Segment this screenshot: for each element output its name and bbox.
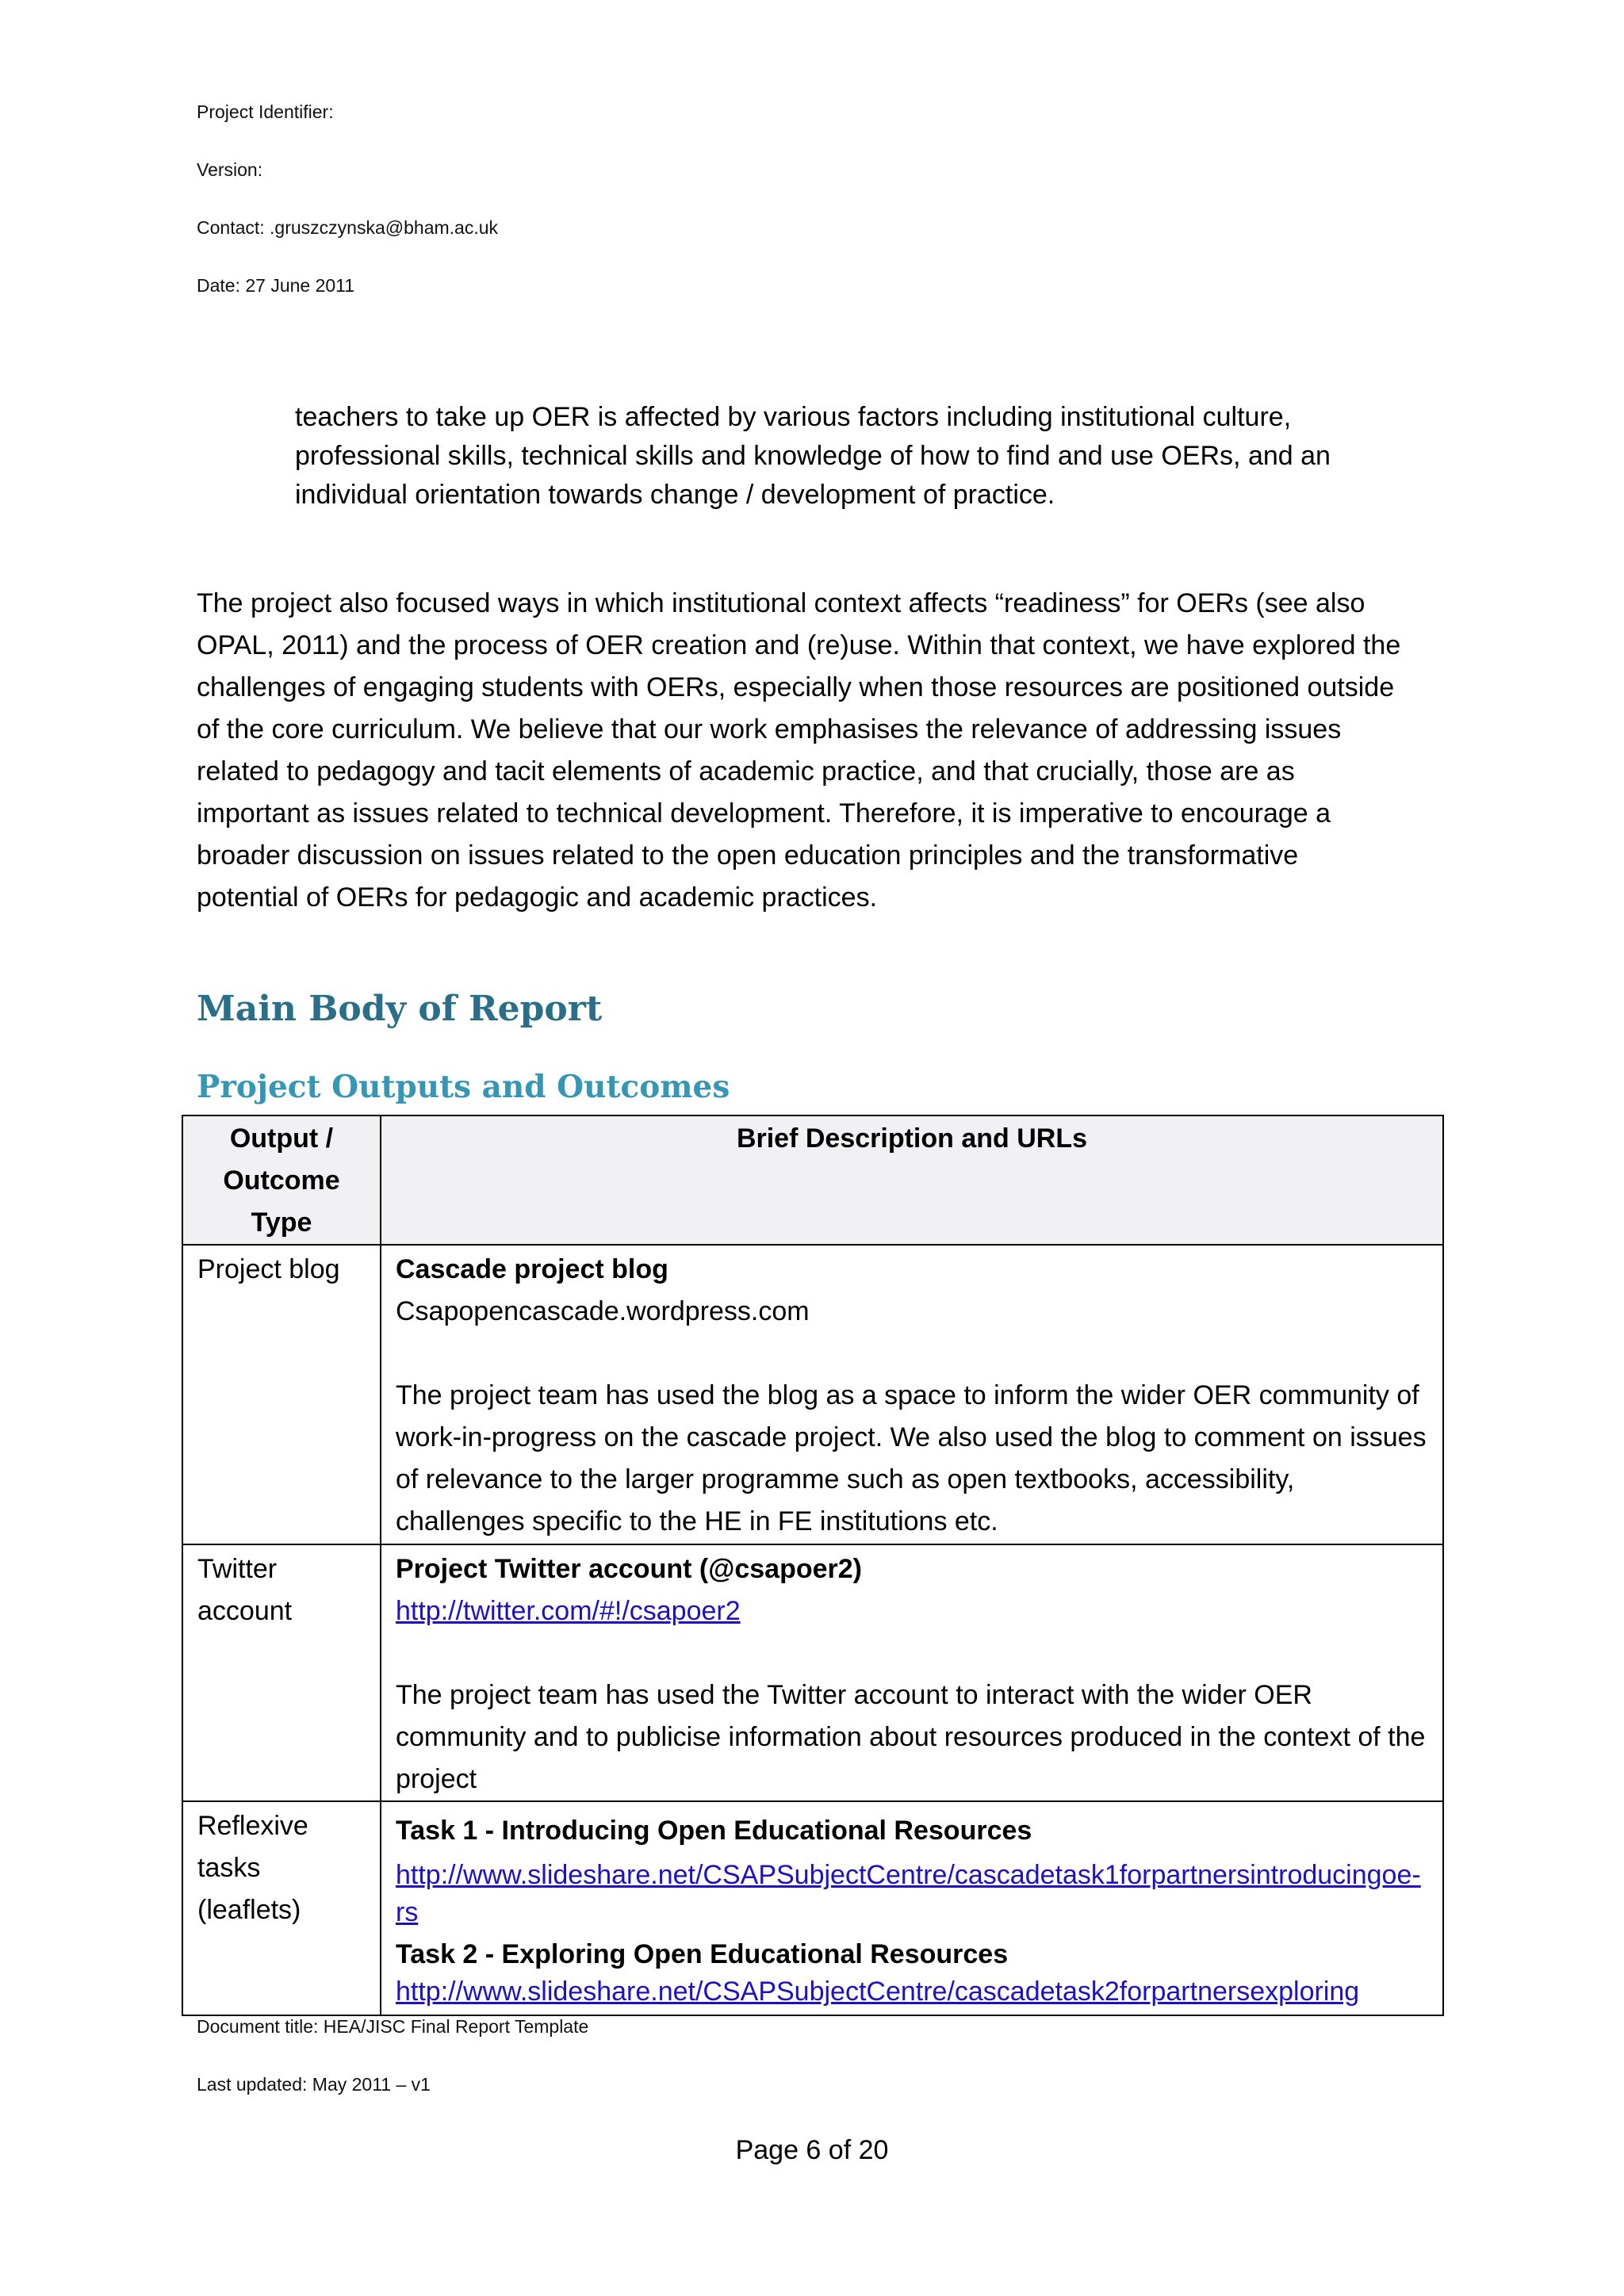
header-contact: Contact: .gruszczynska@bham.ac.uk xyxy=(197,217,499,238)
header-version: Version: xyxy=(197,159,263,180)
header-project-identifier: Project Identifier: xyxy=(197,101,334,122)
column-header-description: Brief Description and URLs xyxy=(381,1115,1443,1245)
sub-heading: Project Outputs and Outcomes xyxy=(197,1069,730,1105)
task2-link[interactable]: http://www.slideshare.net/CSAPSubjectCentre/cascadetask2forpartnersexploring xyxy=(396,1976,1360,2007)
indented-paragraph xyxy=(295,398,1421,515)
paragraph-line: challenges of engaging students with OERs, especially when those resources are positioned outside xyxy=(197,672,1395,702)
table-row xyxy=(182,1544,1443,1801)
table-header-row xyxy=(182,1115,1443,1245)
row-title: Cascade project blog xyxy=(396,1254,668,1284)
row-type-cell: Twitter account xyxy=(182,1544,381,1801)
paragraph-line: professional skills, technical skills and knowledge of how to find and use OERs, and an xyxy=(295,441,1331,471)
twitter-link[interactable]: http://twitter.com/#!/csapoer2 xyxy=(396,1596,741,1626)
row-description: The project team has used the blog as a space to inform the wider OER community of work-in-progress on the cascade project. We also used the blog to comment on issues of relevance to the larger programme such as open textbooks, accessibility, challenges specific to the HE in FE institutions etc. xyxy=(396,1380,1427,1536)
paragraph-line: individual orientation towards change / development of practice. xyxy=(295,480,1055,510)
paragraph-line: of the core curriculum. We believe that our work emphasises the relevance of addressing issues xyxy=(197,714,1342,744)
task1-link[interactable]: http://www.slideshare.net/CSAPSubjectCentre/cascadetask1forpartnersintroducingoe-rs xyxy=(396,1860,1421,1927)
row-description-cell xyxy=(381,1544,1443,1801)
paragraph-line: The project also focused ways in which institutional context affects “readiness” for OERs (see also xyxy=(197,588,1365,618)
main-heading: Main Body of Report xyxy=(197,989,603,1029)
row-title: Project Twitter account (@csapoer2) xyxy=(396,1554,862,1584)
header-date: Date: 27 June 2011 xyxy=(197,275,355,296)
footer-last-updated: Last updated: May 2011 – v1 xyxy=(197,2074,431,2095)
body-paragraph xyxy=(197,583,1450,919)
row-url-text: Csapopencascade.wordpress.com xyxy=(396,1296,810,1326)
row-type-cell: Reflexive tasks (leaflets) xyxy=(182,1801,381,2015)
column-header-type: Output / Outcome Type xyxy=(182,1115,381,1245)
paragraph-line: teachers to take up OER is affected by various factors including institutional culture, xyxy=(295,402,1292,432)
row-description-cell xyxy=(381,1245,1443,1544)
footer-document-title: Document title: HEA/JISC Final Report Template xyxy=(197,2016,589,2037)
page-number: Page 6 of 20 xyxy=(735,2135,889,2165)
row-description: The project team has used the Twitter account to interact with the wider OER community and to publicise information about resources produced in the context of the project xyxy=(396,1680,1426,1794)
task2-title: Task 2 - Exploring Open Educational Resources xyxy=(396,1939,1009,1969)
paragraph-line: related to pedagogy and tacit elements of academic practice, and that crucially, those are as xyxy=(197,756,1295,786)
row-type-cell: Project blog xyxy=(182,1245,381,1544)
row-description-cell xyxy=(381,1801,1443,2015)
paragraph-line: important as issues related to technical development. Therefore, it is imperative to encourage a xyxy=(197,798,1331,828)
paragraph-line: OPAL, 2011) and the process of OER creation and (re)use. Within that context, we have explored the xyxy=(197,630,1401,660)
task1-title: Task 1 - Introducing Open Educational Resources xyxy=(396,1816,1032,1846)
table-row xyxy=(182,1245,1443,1544)
paragraph-line: potential of OERs for pedagogic and academic practices. xyxy=(197,882,878,913)
table-row xyxy=(182,1801,1443,2015)
outputs-table xyxy=(182,1115,1444,2016)
paragraph-line: broader discussion on issues related to the open education principles and the transformative xyxy=(197,840,1299,871)
